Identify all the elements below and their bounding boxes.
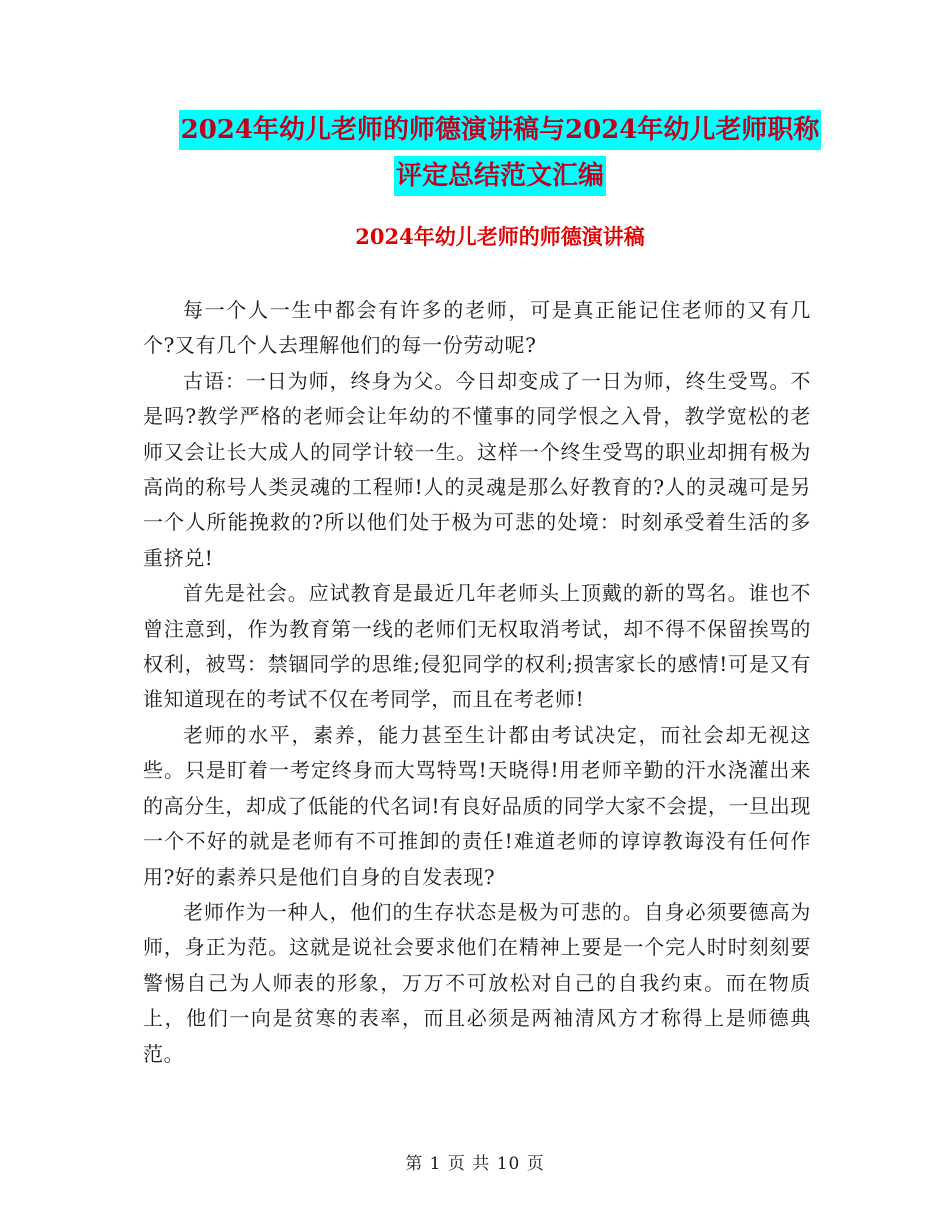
paragraph-3: 首先是社会。应试教育是最近几年老师头上顶戴的新的骂名。谁也不曾注意到，作为教育第一线的老师们无权取消考试，却不得不保留挨骂的权利，被骂：禁锢同学的思维;侵犯同学的权利;损害家长的感情!可是又有谁知道现在的考试不仅在考同学，而且在考老师! xyxy=(143,581,811,712)
page-footer xyxy=(0,1152,950,1176)
page-label-suffix: 页 xyxy=(526,1154,545,1174)
document-body xyxy=(143,293,811,1072)
section-heading: 2024年幼儿老师的师德演讲稿 xyxy=(355,224,645,249)
title-line-2: 评定总结范文汇编 xyxy=(394,156,606,196)
paragraph-2: 古语：一日为师，终身为父。今日却变成了一日为师，终生受骂。不是吗?教学严格的老师会让年幼的不懂事的同学恨之入骨，教学宽松的老师又会让长大成人的同学计较一生。这样一个终生受骂的职业却拥有极为高尚的称号人类灵魂的工程师!人的灵魂是那么好教育的?人的灵魂可是另一个人所能挽救的?所以他们处于极为可悲的处境：时刻承受着生活的多重挤兑! xyxy=(143,368,811,570)
total-pages-number: 10 xyxy=(496,1154,521,1174)
page-label-prefix: 第 xyxy=(405,1154,424,1174)
page-label-middle: 页 共 xyxy=(447,1154,491,1174)
paragraph-4: 老师的水平，素养，能力甚至生计都由考试决定，而社会却无视这些。只是盯着一考定终身而大骂特骂!天晓得!用老师辛勤的汗水浇灌出来的高分生，却成了低能的代名词!有良好品质的同学大家不会提，一旦出现一个不好的就是老师有不可推卸的责任!难道老师的谆谆教诲没有任何作用?好的素养只是他们自身的自发表现? xyxy=(143,722,811,889)
paragraph-1: 每一个人一生中都会有许多的老师，可是真正能记住老师的又有几个?又有几个人去理解他们的每一份劳动呢? xyxy=(143,298,811,358)
title-line-1: 2024年幼儿老师的师德演讲稿与2024年幼儿老师职称 xyxy=(179,110,822,150)
paragraph-5: 老师作为一种人，他们的生存状态是极为可悲的。自身必须要德高为师，身正为范。这就是说社会要求他们在精神上要是一个完人时时刻刻要警惕自己为人师表的形象，万万不可放松对自己的自我约束。而在物质上，他们一向是贫寒的表率，而且必须是两袖清风方才称得上是师德典范。 xyxy=(143,899,811,1066)
document-title xyxy=(140,110,860,196)
current-page-number: 1 xyxy=(429,1154,442,1174)
